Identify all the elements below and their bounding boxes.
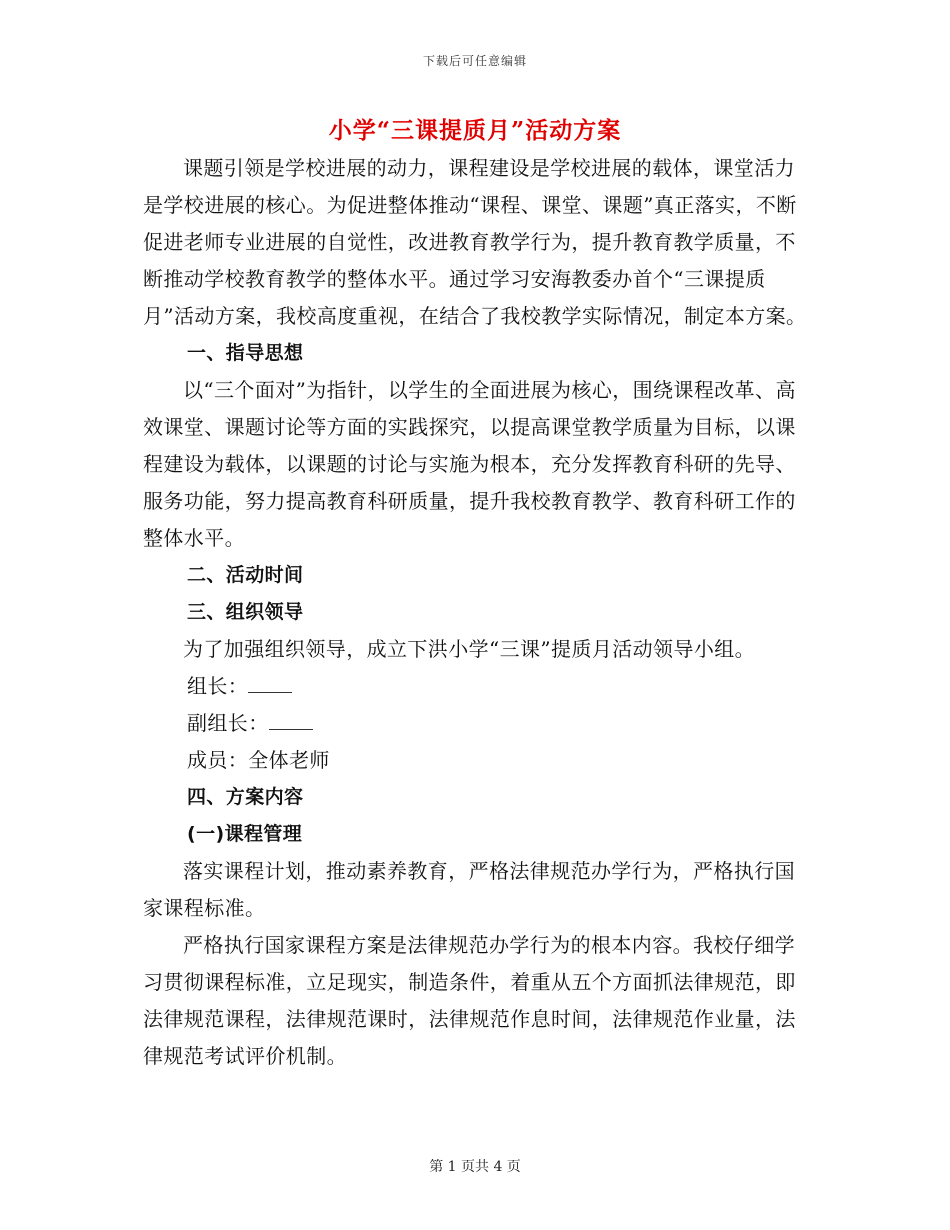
- curriculum-paragraph-1: 落实课程计划，推动素养教育，严格法律规范办学行为，严格执行国家课程标准。: [143, 859, 795, 920]
- organization-paragraph: 为了加强组织领导，成立下洪小学“三课”提质月活动领导小组。: [183, 637, 756, 661]
- deputy-line: [143, 705, 813, 742]
- leader-line: [143, 668, 813, 705]
- members-line: 成员：全体老师: [187, 748, 330, 772]
- header-note: 下载后可任意编辑: [422, 54, 527, 68]
- deputy-label: 副组长：: [187, 711, 269, 735]
- curriculum-paragraph-2: 严格执行国家课程方案是法律规范办学行为的根本内容。我校仔细学习贯彻课程标准，立足现实，制造条件，着重从五个方面抓法律规范，即法律规范课程，法律规范课时，法律规范作息时间，法律规范作业量，法律规范考试评价机制。: [143, 933, 796, 1068]
- page-footer: 第 1 页共 4 页: [429, 1159, 521, 1175]
- document-body: [143, 150, 813, 1075]
- deputy-blank: [269, 707, 313, 730]
- subsection-heading-curriculum: (一)课程管理: [187, 823, 303, 845]
- section-heading-guiding: 一、指导思想: [187, 342, 304, 364]
- section-heading-organization: 三、组织领导: [187, 601, 304, 623]
- leader-label: 组长：: [187, 674, 249, 698]
- document-title: 小学“三课提质月”活动方案: [328, 117, 622, 144]
- section-heading-time: 二、活动时间: [187, 564, 304, 586]
- leader-blank: [248, 670, 292, 693]
- section-heading-plan: 四、方案内容: [187, 786, 304, 808]
- intro-paragraph: 课题引领是学校进展的动力，课程建设是学校进展的载体，课堂活力是学校进展的核心。为促进整体推动“课程、课堂、课题”真正落实，不断促进老师专业进展的自觉性，改进教育教学行为，提升教育教学质量，不断推动学校教育教学的整体水平。通过学习安海教委办首个“三课提质月”活动方案，我校高度重视，在结合了我校教学实际情况，制定本方案。: [143, 156, 807, 328]
- guiding-paragraph: 以“三个面对”为指针，以学生的全面进展为核心，围绕课程改革、高效课堂、课题讨论等方面的实践探究，以提高课堂教学质量为目标，以课程建设为载体，以课题的讨论与实施为根本，充分发挥教育科研的先导、服务功能，努力提高教育科研质量，提升我校教育教学、教育科研工作的整体水平。: [143, 378, 796, 550]
